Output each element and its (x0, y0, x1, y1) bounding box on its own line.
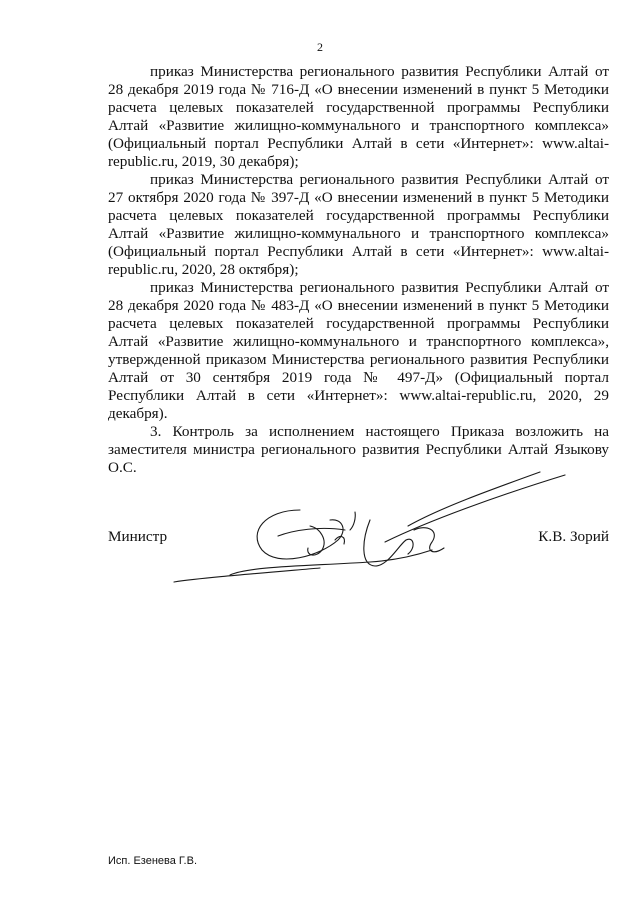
control-clause: 3. Контроль за исполнением настоящего Приказа возложить на заместителя министра регионального развития Республики Алтай Языкову О.С. (108, 423, 609, 476)
signer-position: Министр (108, 528, 168, 545)
order-item-2019: приказ Министерства регионального развития Республики Алтай от 28 декабря 2019 года № 716-Д «О внесении изменений в пункт 5 Методики расчета целевых показателей государственной программы Республики Алтай «Развитие жилищно-коммунального и транспортного комплекса» (Официальный портал Республики Алтай в сети «Интернет»: www.altai-republic.ru, 2019, 30 декабря); (108, 63, 609, 170)
order-item-2020-october: приказ Министерства регионального развития Республики Алтай от 27 октября 2020 года № 397-Д «О внесении изменений в пункт 5 Методики расчета целевых показателей государственной программы Республики Алтай «Развитие жилищно-коммунального и транспортного комплекса» (Официальный портал Республики Алтай в сети «Интернет»: www.altai-republic.ru, 2020, 28 октября); (108, 171, 609, 278)
executor-note: Исп. Езенева Г.В. (108, 855, 197, 867)
document-body (108, 63, 609, 477)
page-number: 2 (317, 40, 323, 54)
order-item-2020-december: приказ Министерства регионального развития Республики Алтай от 28 декабря 2020 года № 483-Д «О внесении изменений в пункт 5 Методики расчета целевых показателей государственной программы Республики Алтай «Развитие жилищно-коммунального и транспортного комплекса», утвержденной приказом Министерства регионального развития Республики Алтай от 30 сентября 2019 года № 497-Д» (Официальный портал Республики Алтай в сети «Интернет»: www.altai-republic.ru, 2020, 29 декабря). (108, 279, 609, 422)
handwritten-signature (170, 470, 570, 600)
signer-name: К.В. Зорий (538, 528, 609, 545)
